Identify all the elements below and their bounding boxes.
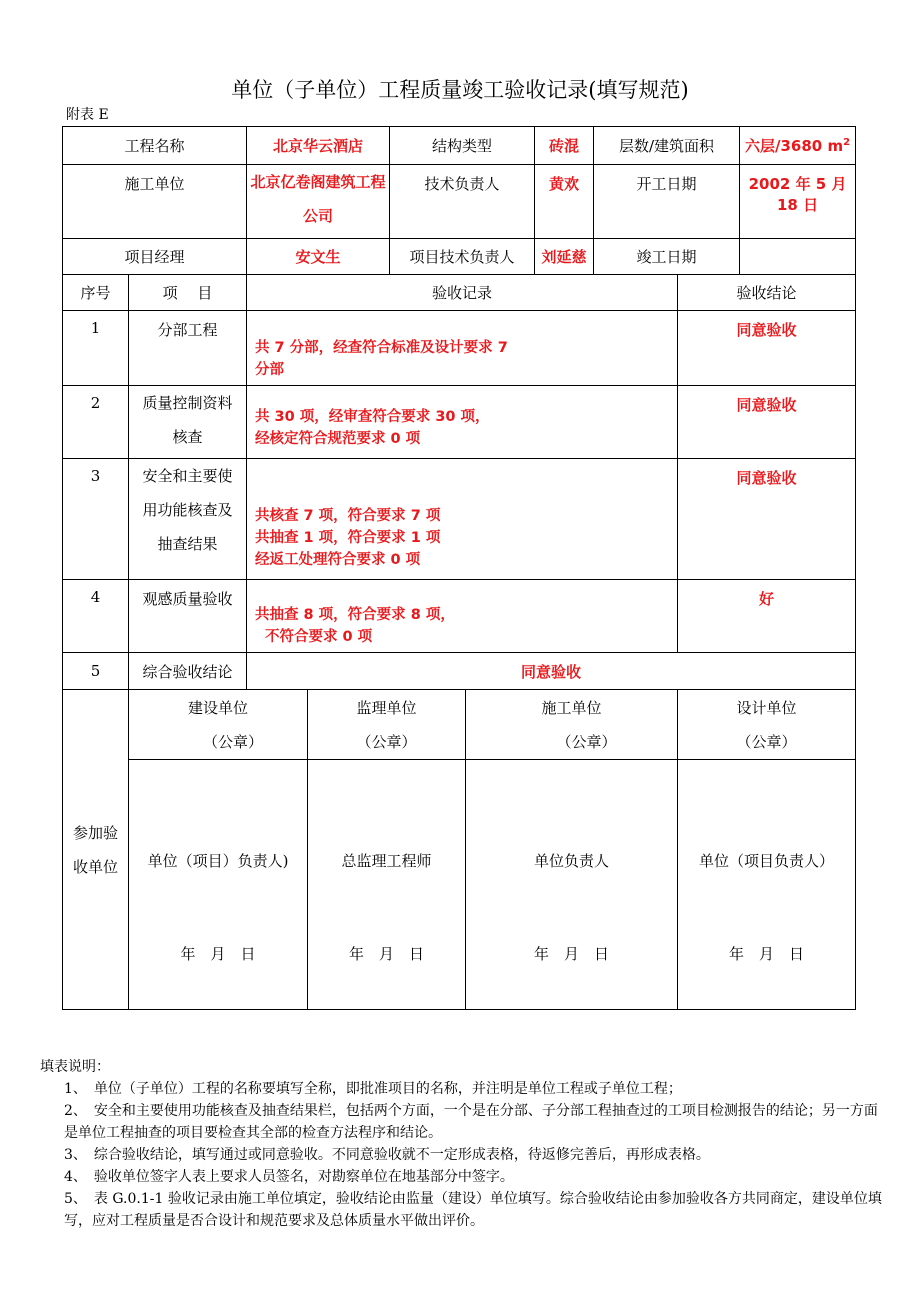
signer-cell-construction	[466, 760, 678, 1010]
area-unit-superscript: 2	[843, 137, 851, 148]
col-conclusion-header: 验收结论	[678, 275, 856, 311]
instructions-heading: 填表说明：	[40, 1059, 110, 1075]
signer-title: 总监理工程师	[341, 851, 432, 870]
unit-name: 施工单位	[541, 698, 602, 717]
start-date-label: 开工日期	[594, 165, 740, 239]
overall-conclusion: 同意验收	[247, 653, 856, 690]
unit-cell-construction	[466, 690, 678, 760]
construction-unit-line2: 公司	[303, 207, 334, 225]
sign-date: 年 月 日	[729, 944, 805, 963]
structure-type-label: 结构类型	[390, 127, 535, 165]
signer-title: 单位（项目负责人）	[699, 851, 835, 870]
record-line: 经核定符合规范要求 0 项	[255, 431, 421, 447]
project-tech-lead-value: 刘延慈	[535, 239, 594, 275]
record-line: 共抽查 1 项，符合要求 1 项	[255, 530, 441, 546]
row-item	[129, 386, 247, 459]
floors-area-label: 层数/建筑面积	[594, 127, 740, 165]
project-name-value: 北京华云酒店	[247, 127, 390, 165]
row-item	[129, 459, 247, 580]
row-item: 分部工程	[129, 311, 247, 386]
sign-date: 年 月 日	[180, 944, 256, 963]
row-record	[247, 459, 678, 580]
fill-instructions	[40, 1056, 890, 1232]
project-name-label: 工程名称	[63, 127, 247, 165]
row-seq: 2	[63, 386, 129, 459]
signer-cell-design	[678, 760, 856, 1010]
instruction-item: 3、 综合验收结论，填写通过或同意验收。不同意验收就不一定形成表格，待返修完善后，再形成表格。	[64, 1147, 710, 1163]
start-date-value: 2002 年 5 月 18 日	[740, 165, 856, 239]
unit-seal: （公章）	[356, 732, 417, 751]
sign-date: 年 月 日	[534, 944, 610, 963]
project-manager-value: 安文生	[247, 239, 390, 275]
unit-name: 设计单位	[736, 698, 797, 717]
tech-lead-value: 黄欢	[535, 165, 594, 239]
signer-cell-supervision	[308, 760, 466, 1010]
table-row	[63, 580, 856, 653]
row-conclusion: 同意验收	[678, 311, 856, 386]
record-line: 分部	[255, 362, 284, 378]
item-line: 质量控制资料	[142, 394, 233, 412]
unit-name: 建设单位	[187, 698, 248, 717]
participants-label-line: 收单位	[72, 857, 118, 876]
instruction-item: 1、 单位（子单位）工程的名称要填写全称，即批准项目的名称，并注明是单位工程或子单位工程；	[64, 1081, 682, 1097]
table-row	[63, 459, 856, 580]
record-line: 共 7 分部，经查符合标准及设计要求 7	[255, 340, 508, 356]
row-item: 综合验收结论	[129, 653, 247, 690]
signer-title: 单位负责人	[534, 851, 610, 870]
unit-name: 监理单位	[356, 698, 417, 717]
sign-date: 年 月 日	[349, 944, 425, 963]
floors-area-text: 六层/3680 m	[745, 137, 844, 155]
item-line: 安全和主要使	[142, 467, 233, 485]
row-record	[247, 311, 678, 386]
project-manager-label: 项目经理	[63, 239, 247, 275]
record-line: 共核查 7 项，符合要求 7 项	[255, 508, 441, 524]
acceptance-form-table	[62, 126, 856, 1010]
col-seq-header: 序号	[63, 275, 129, 311]
unit-seal: （公章）	[202, 732, 263, 751]
record-line: 共抽查 8 项，符合要求 8 项，	[255, 607, 455, 623]
record-line: 经返工处理符合要求 0 项	[255, 552, 421, 568]
completion-date-label: 竣工日期	[594, 239, 740, 275]
participants-label	[63, 690, 129, 1010]
row-seq: 5	[63, 653, 129, 690]
row-seq: 1	[63, 311, 129, 386]
item-line: 抽查结果	[157, 535, 218, 553]
record-line: 不符合要求 0 项	[265, 629, 373, 645]
appendix-label: 附表 E	[66, 107, 109, 123]
instruction-item: 4、 验收单位签字人表上要求人员签名，对勘察单位在地基部分中签字。	[64, 1169, 514, 1185]
row-seq: 3	[63, 459, 129, 580]
unit-cell-design	[678, 690, 856, 760]
table-row	[63, 653, 856, 690]
page-title: 单位（子单位）工程质量竣工验收记录(填写规范)	[231, 78, 689, 102]
structure-type-value: 砖混	[535, 127, 594, 165]
row-conclusion: 好	[678, 580, 856, 653]
unit-cell-construction-owner	[129, 690, 308, 760]
row-record	[247, 580, 678, 653]
completion-date-value	[740, 239, 856, 275]
row-conclusion: 同意验收	[678, 459, 856, 580]
item-line: 核查	[172, 428, 203, 446]
project-tech-lead-label: 项目技术负责人	[390, 239, 535, 275]
signer-cell-construction-owner	[129, 760, 308, 1010]
participants-label-line: 参加验	[72, 823, 118, 842]
record-line: 共 30 项，经审查符合要求 30 项，	[255, 409, 490, 425]
unit-cell-supervision	[308, 690, 466, 760]
construction-unit-line1: 北京亿卷阁建筑工程	[250, 173, 386, 191]
construction-unit-value	[247, 165, 390, 239]
col-record-header: 验收记录	[247, 275, 678, 311]
row-record	[247, 386, 678, 459]
table-row	[63, 386, 856, 459]
row-item: 观感质量验收	[129, 580, 247, 653]
instruction-item: 2、 安全和主要使用功能核查及抽查结果栏，包括两个方面，一个是在分部、子分部工程抽查过的工项目检测报告的结论；另一方面是单位工程抽查的项目要检查其全部的检查方法程序和结论。	[64, 1103, 878, 1141]
floors-area-value	[740, 127, 856, 165]
col-item-header: 项 目	[129, 275, 247, 311]
instruction-item: 5、 表 G.0.1-1 验收记录由施工单位填定，验收结论由监量（建设）单位填写。综合验收结论由参加验收各方共同商定，建设单位填写，应对工程质量是否合设计和规范要求及总体质量水平做出评价。	[64, 1191, 882, 1229]
construction-unit-label: 施工单位	[63, 165, 247, 239]
unit-seal: （公章）	[736, 732, 797, 751]
row-conclusion: 同意验收	[678, 386, 856, 459]
table-row	[63, 311, 856, 386]
unit-seal: （公章）	[556, 732, 617, 751]
tech-lead-label: 技术负责人	[390, 165, 535, 239]
item-line: 用功能核查及	[142, 501, 233, 519]
row-seq: 4	[63, 580, 129, 653]
signer-title: 单位（项目）负责人)	[147, 851, 289, 870]
